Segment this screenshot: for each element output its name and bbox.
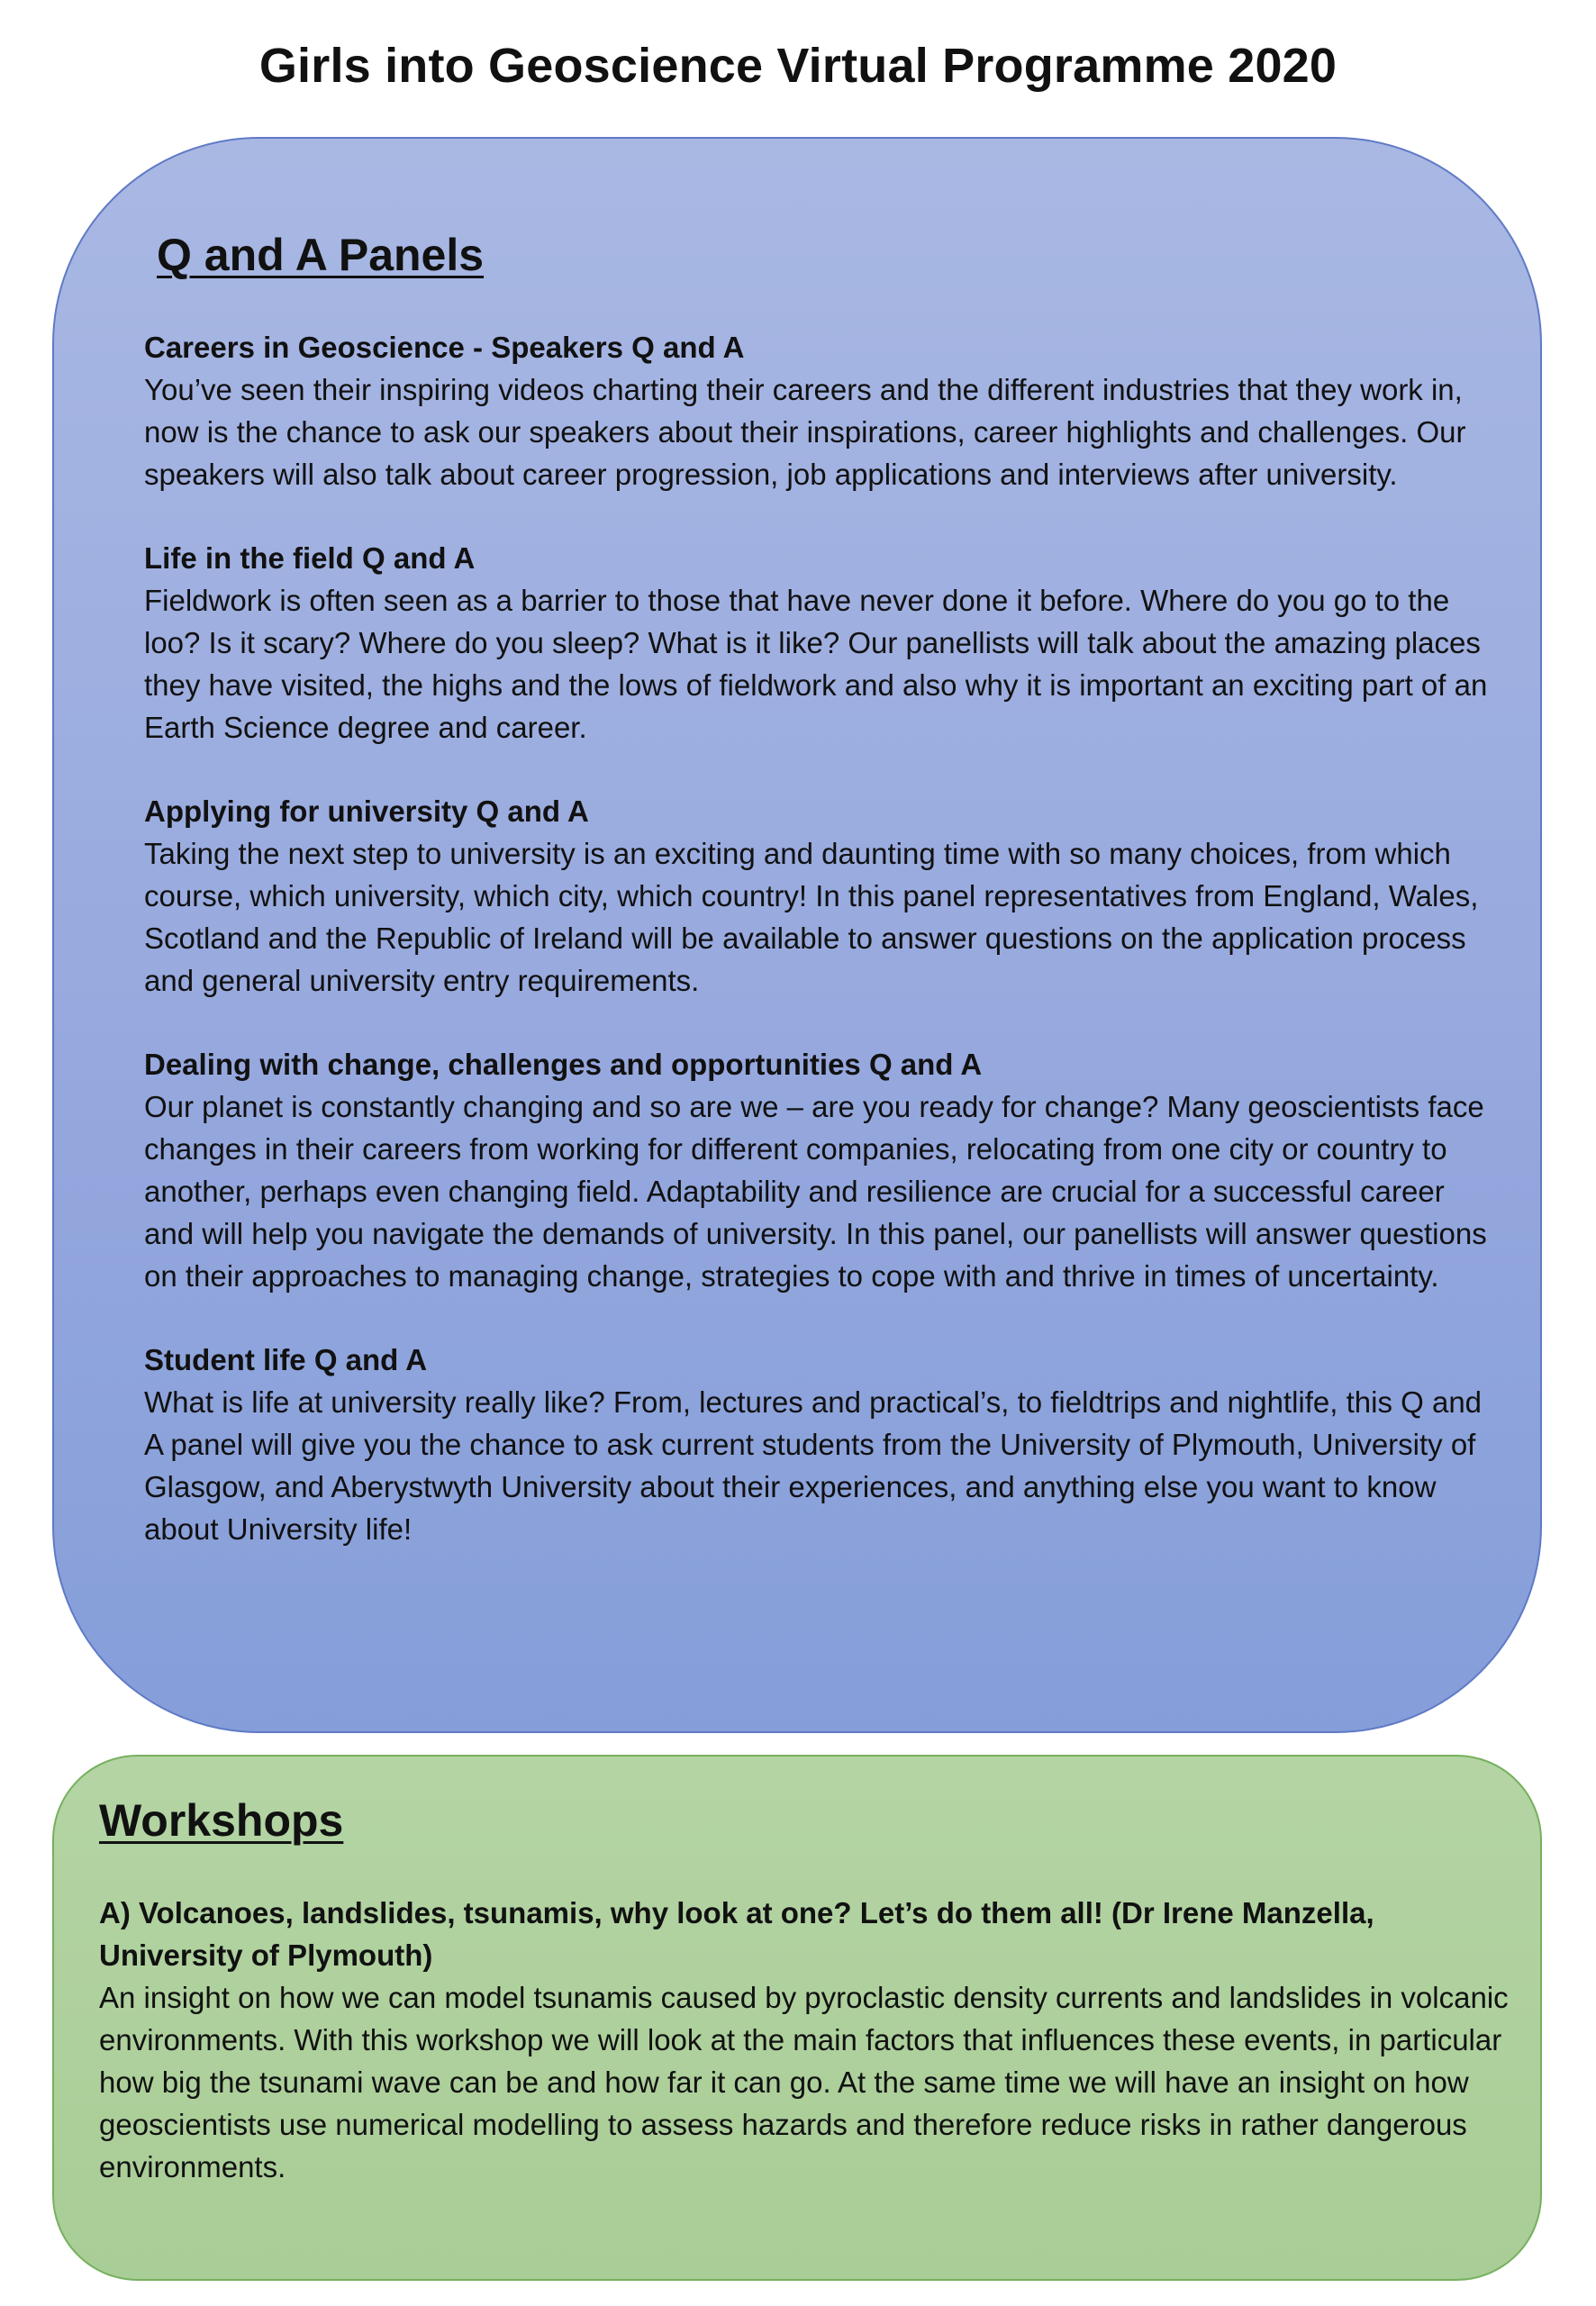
workshop-item-description: An insight on how we can model tsunamis caused by pyroclastic density currents and landslides in volcanic environments. With this workshop we will look at the main factors that influences these events, in particular how big the tsunami wave can be and how far it can go. At the same time we will have an insight on how geoscientists use numerical modelling to assess hazards and therefore reduce risks in rather dangerous environments. — [99, 1981, 1509, 2183]
qa-item-title: Careers in Geoscience - Speakers Q and A — [144, 331, 745, 364]
qa-item-description: Taking the next step to university is an exciting and daunting time with so many choices, from which course, which university, which city, which country! In this panel representatives from England, Wales, Scotland and the Republic of Ireland will be available to answer questions on the application process and general university entry requirements. — [144, 837, 1479, 997]
qa-panels-heading: Q and A Panels — [157, 230, 485, 280]
qa-item-description: You’ve seen their inspiring videos charting their careers and the different industries that they work in, now is the chance to ask our speakers about their inspirations, career highlights and challenges. Our speakers will also talk about career progression, job applications and interviews after university. — [144, 373, 1466, 491]
workshop-item-title: A) Volcanoes, landslides, tsunamis, why look at one? Let’s do them all! (Dr Irene Manzella, University of Plymouth) — [99, 1896, 1374, 1972]
qa-item-dealing-with-change — [144, 1043, 1495, 1297]
qa-item-student-life — [144, 1339, 1495, 1550]
qa-item-title: Dealing with change, challenges and opportunities Q and A — [144, 1048, 983, 1081]
qa-panels-list — [144, 326, 1495, 1592]
qa-item-title: Student life Q and A — [144, 1343, 428, 1376]
qa-item-life-in-field — [144, 537, 1495, 749]
qa-item-title: Applying for university Q and A — [144, 794, 589, 828]
page-title: Girls into Geoscience Virtual Programme 2020 — [258, 39, 1338, 93]
qa-item-description: Our planet is constantly changing and so are we – are you ready for change? Many geoscientists face changes in their careers from working for different companies, relocating from one city or country to another, perhaps even changing field. Adaptability and resilience are crucial for a successful career and will help you navigate the demands of university. In this panel, our panellists will answer questions on their approaches to managing change, strategies to cope with and thrive in times of uncertainty. — [144, 1090, 1487, 1293]
qa-panels-section — [52, 137, 1542, 1733]
qa-item-title: Life in the field Q and A — [144, 541, 476, 575]
qa-item-applying-university — [144, 790, 1495, 1002]
workshops-section — [52, 1755, 1542, 2281]
qa-item-careers — [144, 326, 1495, 495]
workshops-list — [99, 1892, 1513, 2229]
qa-item-description: Fieldwork is often seen as a barrier to those that have never done it before. Where do you go to the loo? Is it scary? Where do you sleep? What is it like? Our panellists will talk about the amazing places they have visited, the highs and the lows of fieldwork and also why it is important an exciting part of an Earth Science degree and career. — [144, 584, 1488, 744]
workshops-heading: Workshops — [99, 1795, 344, 1846]
qa-item-description: What is life at university really like? From, lectures and practical’s, to fieldtrips and nightlife, this Q and A panel will give you the chance to ask current students from the University of Plymouth, University of Glasgow, and Aberystwyth University about their experiences, and anything else you want to know about University life! — [144, 1385, 1483, 1546]
workshop-item-volcanoes — [99, 1892, 1513, 2188]
